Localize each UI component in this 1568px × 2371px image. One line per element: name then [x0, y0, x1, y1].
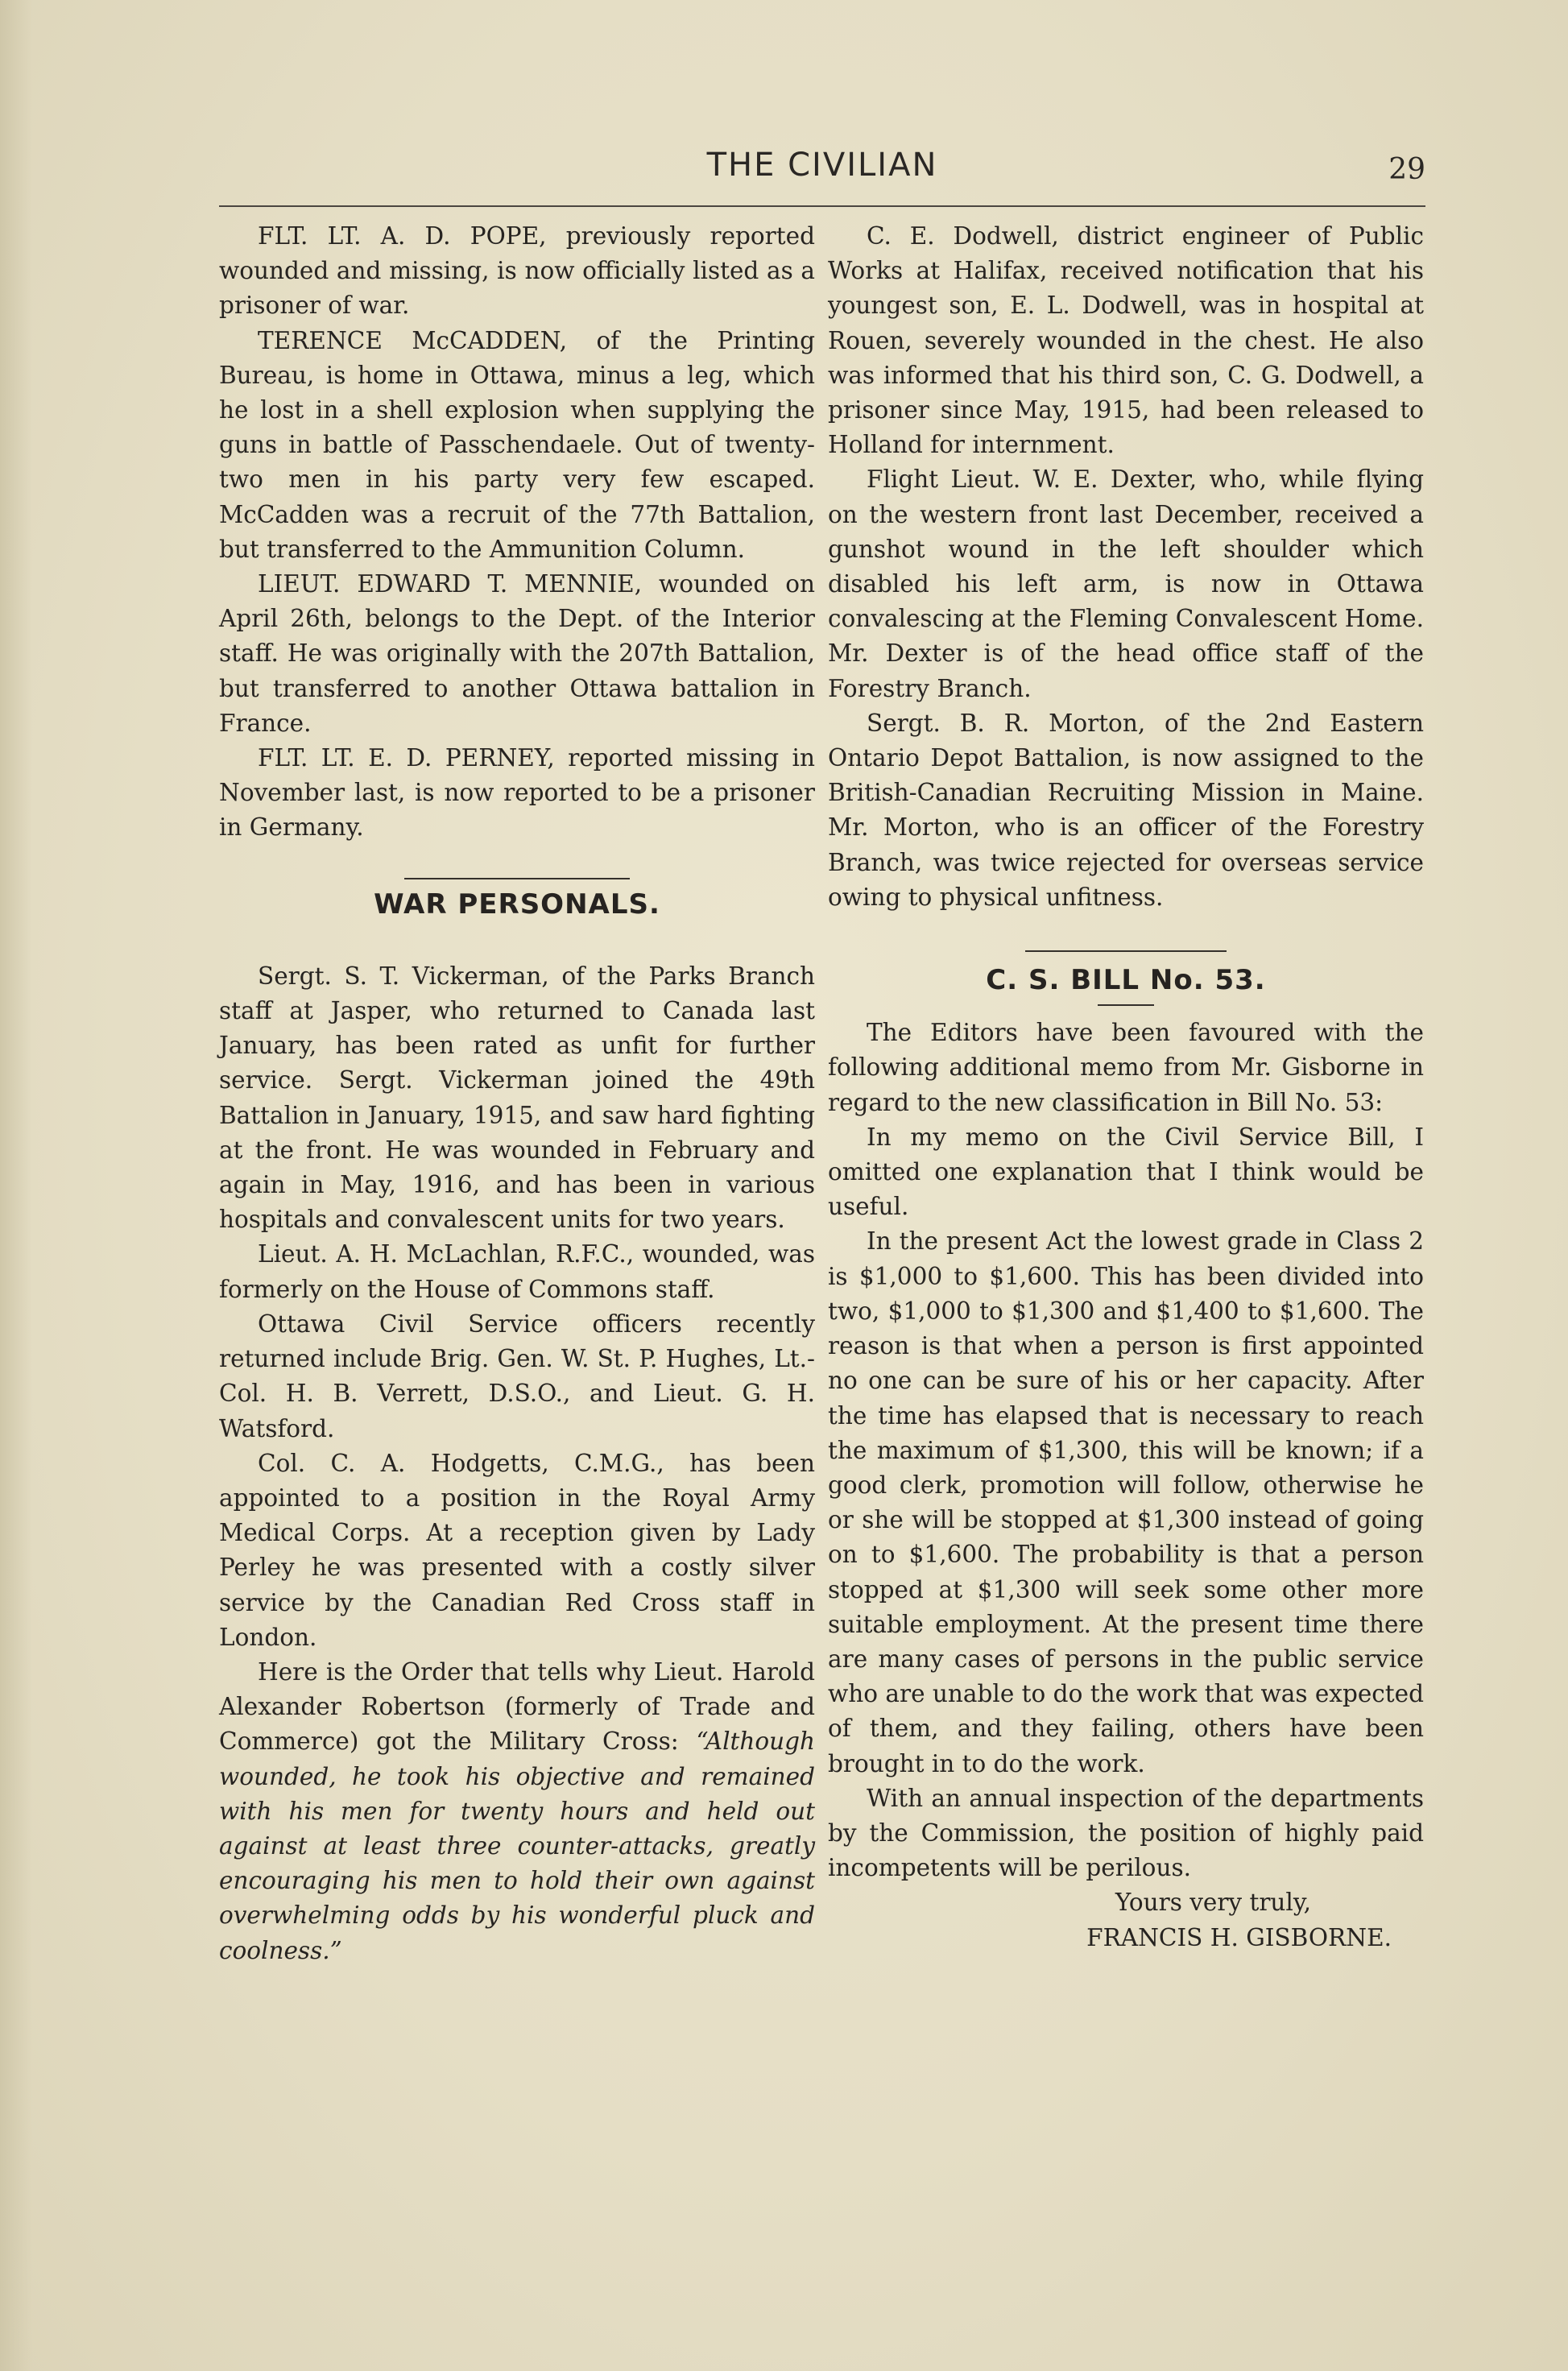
mccadden-text: of the Printing Bureau, is home in Ottawa, minus a leg, which he lost in a shell explosion when supplying the guns in battle of Passchendaele. Out of twenty-two men in his party very few escaped. McCadden was a recruit of the 77th Battalion, but transferred to the Ammunition Column.	[219, 326, 815, 563]
article-mccadden	[219, 324, 815, 567]
left-column	[219, 219, 815, 1968]
article-perney	[219, 741, 815, 846]
article-dexter: Flight Lieut. W. E. Dexter, who, while flying on the western front last December, received a gunshot wound in the left shoulder which disabled his left arm, is now in Ottawa convalescing at the Fleming Convalescent Home. Mr. Dexter is of the head office staff of the Forestry Branch.	[828, 466, 1424, 702]
section-divider	[404, 878, 630, 879]
section-subdivider	[1098, 1004, 1154, 1006]
article-robertson	[219, 1655, 815, 1968]
memo-intro: The Editors have been favoured with the following additional memo from Mr. Gisborne in regard to the new classification in Bill No. 53:	[828, 1019, 1424, 1116]
article-vickerman: Sergt. S. T. Vickerman, of the Parks Branch staff at Jasper, who returned to Canada last January, has been rated as unfit for further service. Sergt. Vickerman joined the 49th Battalion in January, 1915, and saw hard fighting at the front. He was wounded in February and again in May, 1916, and has been in various hospitals and convalescent units for two years.	[219, 962, 815, 1234]
binding-shadow	[0, 0, 32, 2371]
article-pope	[219, 219, 815, 324]
running-title: THE CIVILIAN	[706, 147, 938, 184]
article-dodwell: C. E. Dodwell, district engineer of Public Works at Halifax, received notification that his youngest son, E. L. Dodwell, was in hospital at Rouen, severely wounded in the chest. He also was informed that his third son, C. G. Dodwell, a prisoner since May, 1915, had been released to Holland for internment.	[828, 222, 1424, 459]
mccadden-name: TERENCE McCADDEN,	[258, 326, 568, 354]
page-number: 29	[1388, 153, 1425, 186]
header-rule	[219, 205, 1425, 207]
article-mclachlan: Lieut. A. H. McLachlan, R.F.C., wounded, was formerly on the House of Commons staff.	[219, 1240, 815, 1303]
right-column	[828, 219, 1424, 1955]
memo-paragraph-2: In the present Act the lowest grade in Class 2 is $1,000 to $1,600. This has been divided into two, $1,000 to $1,300 and $1,400 to $1,600. The reason is that when a person is first appointed no one can be sure of his or her capacity. After the time has elapsed that is necessary to reach the maximum of $1,300, this will be known; if a good clerk, promotion will follow, otherwise he or she will be stopped at $1,300 instead of going on to $1,600. The probability is that a person stopped at $1,300 will seek some other more suitable employment. At the present time there are many cases of persons in the public service who are unable to do the work that was expected of them, and they failing, others have been brought in to do the work.	[828, 1227, 1424, 1777]
article-returned-officers: Ottawa Civil Service officers recently returned include Brig. Gen. W. St. P. Hughes, Lt.-Col. H. B. Verrett, D.S.O., and Lieut. G. H. Watsford.	[219, 1310, 815, 1442]
page-header	[219, 142, 1425, 206]
article-morton: Sergt. B. R. Morton, of the 2nd Eastern Ontario Depot Battalion, is now assigned to the British-Canadian Recruiting Mission in Maine. Mr. Morton, who is an officer of the Forestry Branch, was twice rejected for overseas service owing to physical unfitness.	[828, 709, 1424, 911]
section-divider	[1025, 950, 1227, 952]
memo-signature: FRANCIS H. GISBORNE.	[1086, 1923, 1392, 1951]
mennie-text: wounded on April 26th, belongs to the Dept. of the Interior staff. He was originally with the 207th Battalion, but transferred to another Ottawa battalion in France.	[219, 570, 816, 737]
memo-closing: Yours very truly,	[1115, 1889, 1311, 1917]
robertson-citation: “Although wounded, he took his objective and remained with his men for twenty hours and held out against at least three counter-attacks, greatly encouraging his men to hold their own against overwhelming odds by his wonderful pluck and coolness.”	[219, 1728, 815, 1964]
pope-text: previously reported wounded and missing, is now officially listed as a prisoner of war.	[219, 222, 815, 320]
article-hodgetts: Col. C. A. Hodgetts, C.M.G., has been appointed to a position in the Royal Army Medical Corps. At a reception given by Lady Perley he was presented with a costly silver service by the Canadian Red Cross staff in London.	[219, 1449, 815, 1651]
memo-paragraph-1: In my memo on the Civil Service Bill, I omitted one explanation that I think would be useful.	[828, 1123, 1424, 1221]
perney-text: reported missing in November last, is now reported to be a prisoner in Germany.	[219, 744, 815, 842]
memo-paragraph-3: With an annual inspection of the departments by the Commission, the position of highly paid incompetents will be perilous.	[828, 1784, 1424, 1882]
bill-heading: C. S. BILL No. 53.	[986, 964, 1266, 997]
pope-name: FLT. LT. A. D. POPE,	[258, 222, 547, 250]
article-mennie	[219, 567, 815, 741]
robertson-intro: Here is the Order that tells why Lieut. Harold Alexander Robertson (formerly of Trade and Commerce) got the Military Cross:	[219, 1657, 815, 1756]
perney-name: FLT. LT. E. D. PERNEY,	[258, 744, 555, 772]
war-personals-heading: WAR PERSONALS.	[374, 888, 660, 921]
mennie-name: LIEUT. EDWARD T. MENNIE,	[258, 570, 643, 598]
